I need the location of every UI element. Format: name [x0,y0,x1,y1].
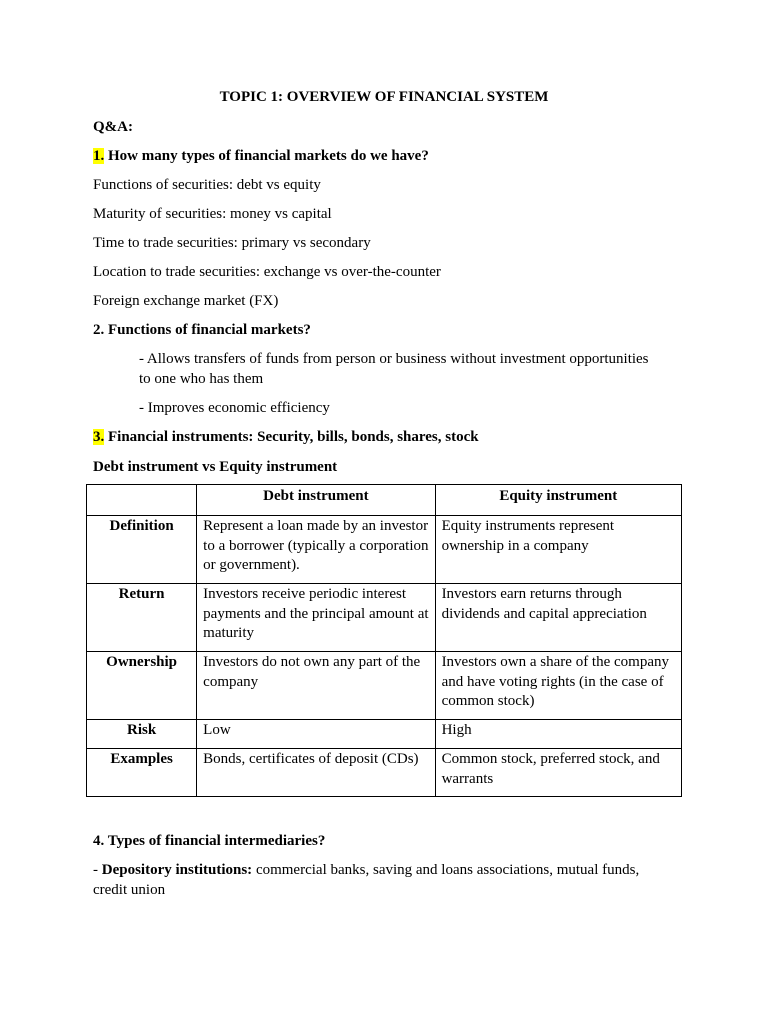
table-header-row [87,485,682,516]
debt-cell: Bonds, certificates of deposit (CDs) [197,749,435,797]
answer-1-item: Maturity of securities: money vs capital [93,206,332,222]
row-label: Ownership [87,652,197,720]
answer-2-item: - Allows transfers of funds from person or business without investment opportunities to one who has them [139,351,649,387]
table-header-cell: Debt instrument [197,485,435,516]
answer-1-item: Location to trade securities: exchange vs over-the-counter [93,264,441,280]
table-header-cell: Equity instrument [435,485,681,516]
equity-cell: Common stock, preferred stock, and warrants [435,749,681,797]
answer-2-item: - Improves economic efficiency [139,400,330,416]
table-header-cell [87,485,197,516]
comparison-table [86,484,682,797]
table-row [87,516,682,584]
table-heading: Debt instrument vs Equity instrument [93,459,338,475]
debt-cell: Represent a loan made by an investor to a borrower (typically a corporation or government). [197,516,435,584]
row-label: Return [87,584,197,652]
row-label: Definition [87,516,197,584]
equity-cell: Equity instruments represent ownership in a company [435,516,681,584]
answer-4-item [93,860,673,900]
question-4: 4. Types of financial intermediaries? [93,833,326,849]
table-row [87,720,682,749]
table-row [87,749,682,797]
question-3-number: 3. [93,429,105,445]
answer-4-prefix: - [93,862,102,878]
row-label: Risk [87,720,197,749]
equity-cell: Investors own a share of the company and have voting rights (in the case of common stock) [435,652,681,720]
answer-1-item: Time to trade securities: primary vs secondary [93,235,371,251]
table-row [87,652,682,720]
answer-4-label: Depository institutions: [101,862,253,878]
answer-1-item: Functions of securities: debt vs equity [93,177,321,193]
equity-cell: Investors earn returns through dividends and capital appreciation [435,584,681,652]
question-1-number: 1. [93,148,105,164]
qa-label: Q&A: [93,119,133,135]
question-1 [93,146,429,166]
answer-1-item: Foreign exchange market (FX) [93,293,279,309]
debt-cell: Investors receive periodic interest payments and the principal amount at maturity [197,584,435,652]
question-1-text: How many types of financial markets do we have? [104,148,429,164]
equity-cell: High [435,720,681,749]
row-label: Examples [87,749,197,797]
question-3 [93,427,479,447]
debt-cell: Investors do not own any part of the company [197,652,435,720]
question-2: 2. Functions of financial markets? [93,322,311,338]
answer-4-text: commercial banks, saving and loans associations, mutual funds, credit union [93,862,640,898]
question-3-text: Financial instruments: Security, bills, bonds, shares, stock [104,429,479,445]
debt-cell: Low [197,720,435,749]
table-row [87,584,682,652]
page-title: TOPIC 1: OVERVIEW OF FINANCIAL SYSTEM [219,89,549,105]
